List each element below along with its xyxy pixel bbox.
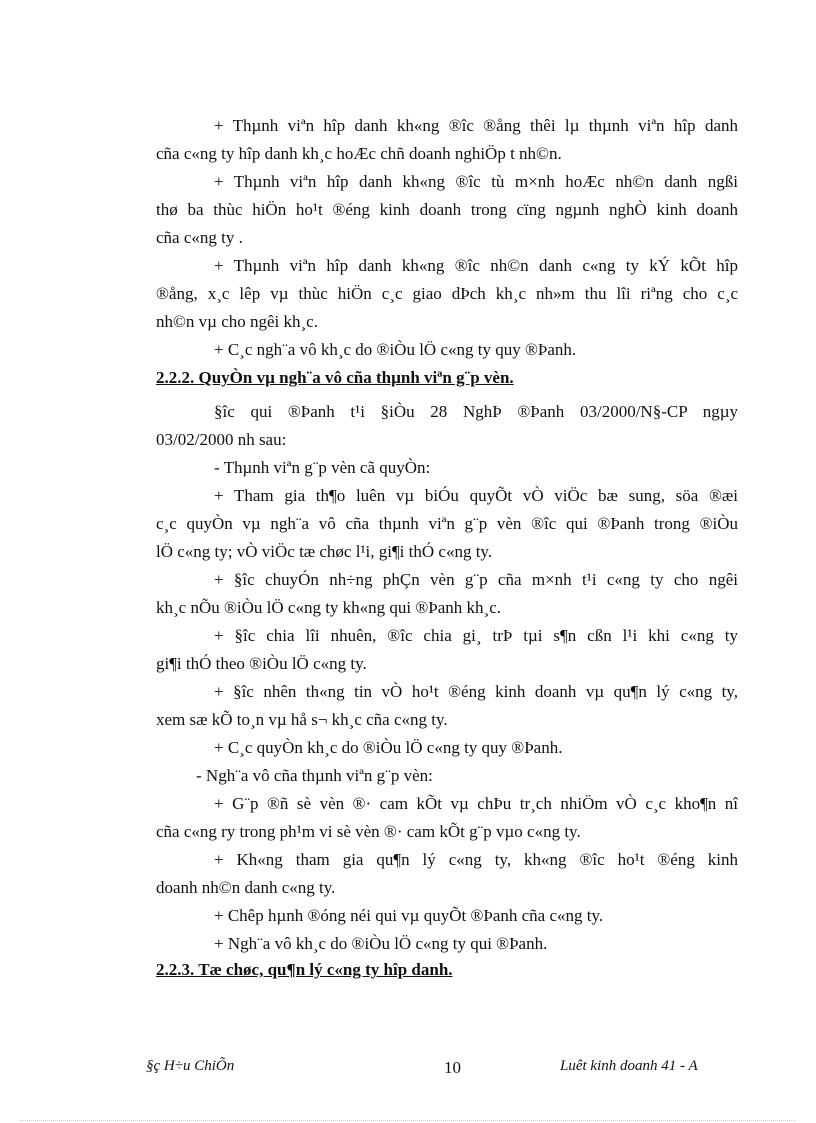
- text-line: + §îc nhên th«ng tin vÒ ho¹t ®éng kinh doanh vµ qu¶n lý c«ng ty,: [214, 682, 738, 701]
- text-line: + §îc chuyÓn nh÷ng phÇn vèn g¨p cña m×nh t¹i c«ng ty cho ngêi: [214, 570, 738, 589]
- page-number: 10: [444, 1058, 461, 1077]
- text-line: c¸c quyÒn vµ ngh¨a vô cña thµnh viªn g¨p vèn ®îc qui ®Þanh trong ®iÒu: [156, 514, 738, 533]
- text-line: + G¨p ®ñ sè vèn ®· cam kÕt vµ chÞu tr¸ch nhiÖm vÒ c¸c kho¶n nî: [214, 794, 738, 813]
- section-heading: 2.2.3. Tæ chøc, qu¶n lý c«ng ty hîp danh.: [156, 960, 453, 979]
- text-line: doanh nh©n danh c«ng ty.: [156, 878, 336, 897]
- text-line: + Kh«ng tham gia qu¶n lý c«ng ty, kh«ng ®îc ho¹t ®éng kinh: [214, 850, 738, 869]
- text-line: nh©n vµ cho ngêi kh¸c.: [156, 312, 318, 331]
- text-line: + Tham gia th¶o luên vµ biÓu quyÕt vÒ viÖc bæ sung, söa ®æi: [214, 486, 738, 505]
- text-line: xem sæ kÕ to¸n vµ hå s¬ kh¸c cña c«ng ty.: [156, 710, 448, 729]
- text-line: cña c«ng ry trong ph¹m vi sè vèn ®· cam kÕt g¨p vµo c«ng ty.: [156, 822, 581, 841]
- footer-author: §ç H÷u ChiÕn: [146, 1058, 235, 1074]
- section-heading: 2.2.2. QuyÒn vµ ngh¨a vô cña thµnh viªn g¨p vèn.: [156, 368, 514, 387]
- text-line: cña c«ng ty hîp danh kh¸c hoÆc chñ doanh nghiÖp t nh©n.: [156, 144, 562, 163]
- text-line: gi¶i thÓ theo ®iÒu lÖ c«ng ty.: [156, 654, 367, 673]
- text-line: + §îc chia lîi nhuên, ®îc chia gi¸ trÞ tµi s¶n cßn l¹i khi c«ng ty: [214, 626, 738, 645]
- text-line: + Thµnh viªn hîp danh kh«ng ®îc ®ång thêi lµ thµnh viªn hîp danh: [214, 116, 738, 135]
- page-bottom-divider: [20, 1120, 796, 1121]
- footer-course: Luêt kinh doanh 41 - A: [560, 1058, 698, 1074]
- text-line: thø ba thùc hiÖn ho¹t ®éng kinh doanh trong cïng ngµnh nghÒ kinh doanh: [156, 200, 738, 219]
- text-line: 03/02/2000 nh sau:: [156, 430, 287, 449]
- text-line: + C¸c ngh¨a vô kh¸c do ®iÒu lÖ c«ng ty quy ®Þanh.: [214, 340, 577, 359]
- text-line: - Thµnh viªn g¨p vèn cã quyÒn:: [214, 458, 431, 477]
- text-line: - Ngh¨a vô cña thµnh viªn g¨p vèn:: [196, 766, 433, 785]
- text-line: lÖ c«ng ty; vÒ viÖc tæ chøc l¹i, gi¶i thÓ c«ng ty.: [156, 542, 493, 561]
- text-line: ®ång, x¸c lêp vµ thùc hiÖn c¸c giao dÞch kh¸c nh»m thu lîi riªng cho c¸c: [156, 284, 738, 303]
- text-line: + Thµnh viªn hîp danh kh«ng ®îc tù m×nh hoÆc nh©n danh ngßi: [214, 172, 738, 191]
- text-line: + Thµnh viªn hîp danh kh«ng ®îc nh©n danh c«ng ty kÝ kÕt hîp: [214, 256, 738, 275]
- text-line: §îc qui ®Þanh t¹i §iÒu 28 NghÞ ®Þanh 03/2000/N§-CP ngµy: [214, 402, 738, 421]
- text-line: cña c«ng ty .: [156, 228, 243, 247]
- text-line: kh¸c nÕu ®iÒu lÖ c«ng ty kh«ng qui ®Þanh kh¸c.: [156, 598, 502, 617]
- text-line: + Ngh¨a vô kh¸c do ®iÒu lÖ c«ng ty qui ®Þanh.: [214, 934, 548, 953]
- text-line: + Chêp hµnh ®óng néi qui vµ quyÕt ®Þanh cña c«ng ty.: [214, 906, 604, 925]
- text-line: + C¸c quyÒn kh¸c do ®iÒu lÖ c«ng ty quy ®Þanh.: [214, 738, 563, 757]
